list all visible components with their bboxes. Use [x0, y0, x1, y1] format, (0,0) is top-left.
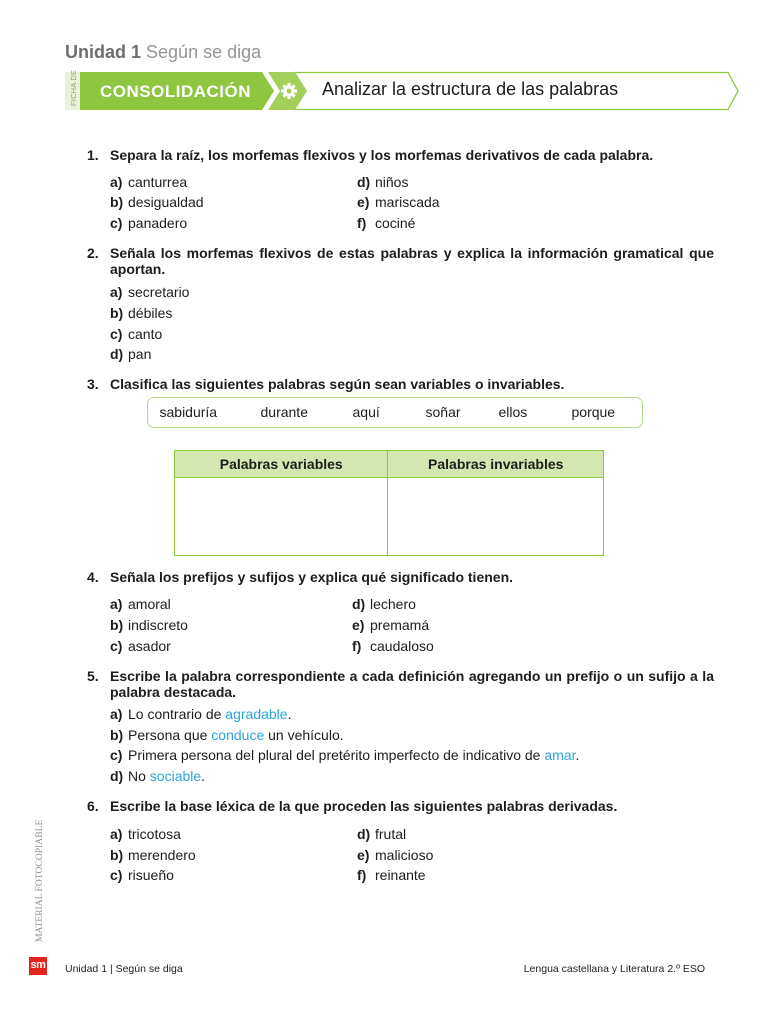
item-word: niños	[375, 174, 409, 190]
item-letter: b)	[110, 305, 124, 321]
item-word: lechero	[370, 596, 416, 612]
header-invariables: Palabras invariables	[388, 451, 604, 478]
item-text-after: un vehículo.	[264, 727, 344, 743]
item-text-after: .	[287, 706, 292, 722]
list-item	[352, 596, 416, 612]
item-letter: a)	[110, 826, 123, 842]
question-text: Señala los morfemas flexivos de estas palabras y explica la información gramatical que aportan.	[110, 245, 714, 277]
item-letter: f)	[352, 638, 362, 654]
unit-title: Según se diga	[146, 42, 262, 62]
list-item	[110, 706, 291, 722]
item-letter: c)	[110, 747, 123, 763]
header-variables: Palabras variables	[175, 451, 388, 478]
item-word: merendero	[128, 847, 196, 863]
item-letter: b)	[110, 727, 124, 743]
banner-type-label: CONSOLIDACIÓN	[100, 82, 251, 101]
item-word: cociné	[375, 215, 416, 231]
highlighted-word: amar	[544, 747, 576, 763]
item-letter: b)	[110, 194, 124, 210]
question-number: 5.	[87, 668, 99, 684]
item-letter: a)	[110, 284, 123, 300]
item-letter: a)	[110, 706, 123, 722]
list-item	[357, 174, 408, 190]
list-item	[110, 305, 172, 321]
item-word: indiscreto	[128, 617, 188, 633]
logo-text: sm	[30, 959, 46, 971]
list-item	[357, 194, 440, 210]
list-item	[352, 638, 434, 654]
photocopiable-label: MATERIAL FOTOCOPIABLE	[34, 819, 45, 942]
item-letter: f)	[357, 867, 367, 883]
highlighted-word: agradable	[225, 706, 288, 722]
list-item	[110, 638, 171, 654]
item-word: mariscada	[375, 194, 440, 210]
list-item	[110, 617, 188, 633]
list-item	[110, 174, 187, 190]
item-text-before: No	[128, 768, 150, 784]
item-word: malicioso	[375, 847, 434, 863]
item-word: secretario	[128, 284, 190, 300]
item-letter: a)	[110, 596, 123, 612]
question-number: 2.	[87, 245, 99, 261]
gear-icon	[281, 83, 297, 99]
item-word: canturrea	[128, 174, 188, 190]
question-text: Escribe la base léxica de la que proceden las siguientes palabras derivadas.	[110, 798, 618, 814]
footer-unit: Unidad 1 | Según se diga	[65, 963, 183, 975]
item-letter: c)	[110, 326, 123, 342]
cell-variables	[175, 478, 388, 556]
item-text-before: Lo contrario de	[128, 706, 226, 722]
item-text-before: Primera persona del plural del pretérito imperfecto de indicativo de	[128, 747, 545, 763]
word-bank-item: porque	[571, 404, 616, 420]
item-word: canto	[128, 326, 163, 342]
question-number: 1.	[87, 147, 99, 163]
word-bank-item: durante	[260, 404, 308, 420]
item-letter: e)	[357, 847, 370, 863]
list-item	[110, 346, 151, 362]
sm-logo	[29, 957, 47, 975]
list-item	[357, 826, 406, 842]
unit-number: Unidad 1	[65, 42, 142, 62]
list-item	[110, 215, 187, 231]
item-word: reinante	[375, 867, 426, 883]
item-letter: e)	[357, 194, 370, 210]
list-item	[110, 326, 162, 342]
question-text: Separa la raíz, los morfemas flexivos y los morfemas derivativos de cada palabra.	[110, 147, 654, 163]
item-word: tricotosa	[128, 826, 181, 842]
question-number: 4.	[87, 569, 99, 585]
item-letter: d)	[110, 346, 124, 362]
list-item	[110, 826, 181, 842]
list-item	[110, 284, 189, 300]
question-text: Clasifica las siguientes palabras según sean variables o invariables.	[110, 376, 565, 392]
item-text-after: .	[201, 768, 206, 784]
list-item	[110, 747, 579, 763]
item-letter: b)	[110, 847, 124, 863]
worksheet-banner	[0, 0, 768, 120]
list-item	[357, 215, 415, 231]
item-letter: d)	[357, 826, 371, 842]
question-number: 3.	[87, 376, 99, 392]
question-text: Escribe la palabra correspondiente a cada definición agregando un prefijo o un sufijo a la palabra destacada.	[110, 668, 714, 700]
highlighted-word: sociable	[149, 768, 202, 784]
table-row	[175, 478, 604, 556]
item-letter: c)	[110, 867, 123, 883]
item-word: caudaloso	[370, 638, 434, 654]
item-word: panadero	[128, 215, 188, 231]
question-number: 6.	[87, 798, 99, 814]
item-letter: d)	[110, 768, 124, 784]
item-word: frutal	[375, 826, 407, 842]
highlighted-word: conduce	[211, 727, 265, 743]
word-bank-item: soñar	[425, 404, 461, 420]
cell-invariables	[388, 478, 604, 556]
ficha-label: FICHA DE	[69, 69, 78, 106]
item-letter: c)	[110, 638, 123, 654]
item-word: débiles	[128, 305, 173, 321]
word-bank-item: ellos	[498, 404, 528, 420]
list-item	[110, 727, 344, 743]
question-text: Señala los prefijos y sufijos y explica qué significado tienen.	[110, 569, 514, 585]
item-word: amoral	[128, 596, 171, 612]
item-letter: a)	[110, 174, 123, 190]
list-item	[357, 847, 433, 863]
word-bank-item: aquí	[352, 404, 380, 420]
table-header-row	[175, 451, 604, 478]
item-letter: d)	[352, 596, 366, 612]
list-item	[110, 867, 174, 883]
item-word: premamá	[370, 617, 430, 633]
word-bank-item: sabiduría	[159, 404, 218, 420]
list-item	[110, 847, 196, 863]
item-letter: e)	[352, 617, 365, 633]
list-item	[352, 617, 429, 633]
worksheet-title: Analizar la estructura de las palabras	[322, 79, 619, 99]
list-item	[110, 194, 204, 210]
item-letter: f)	[357, 215, 367, 231]
item-word: asador	[128, 638, 171, 654]
item-word: pan	[128, 346, 152, 362]
item-text-after: .	[575, 747, 580, 763]
item-letter: b)	[110, 617, 124, 633]
item-letter: d)	[357, 174, 371, 190]
footer-course: Lengua castellana y Literatura 2.º ESO	[523, 963, 705, 975]
classification-table	[174, 450, 604, 556]
list-item	[110, 596, 171, 612]
item-letter: c)	[110, 215, 123, 231]
list-item	[110, 768, 205, 784]
list-item	[357, 867, 426, 883]
word-bank	[147, 397, 643, 428]
item-word: risueño	[128, 867, 174, 883]
item-word: desigualdad	[128, 194, 204, 210]
item-text-before: Persona que	[128, 727, 212, 743]
